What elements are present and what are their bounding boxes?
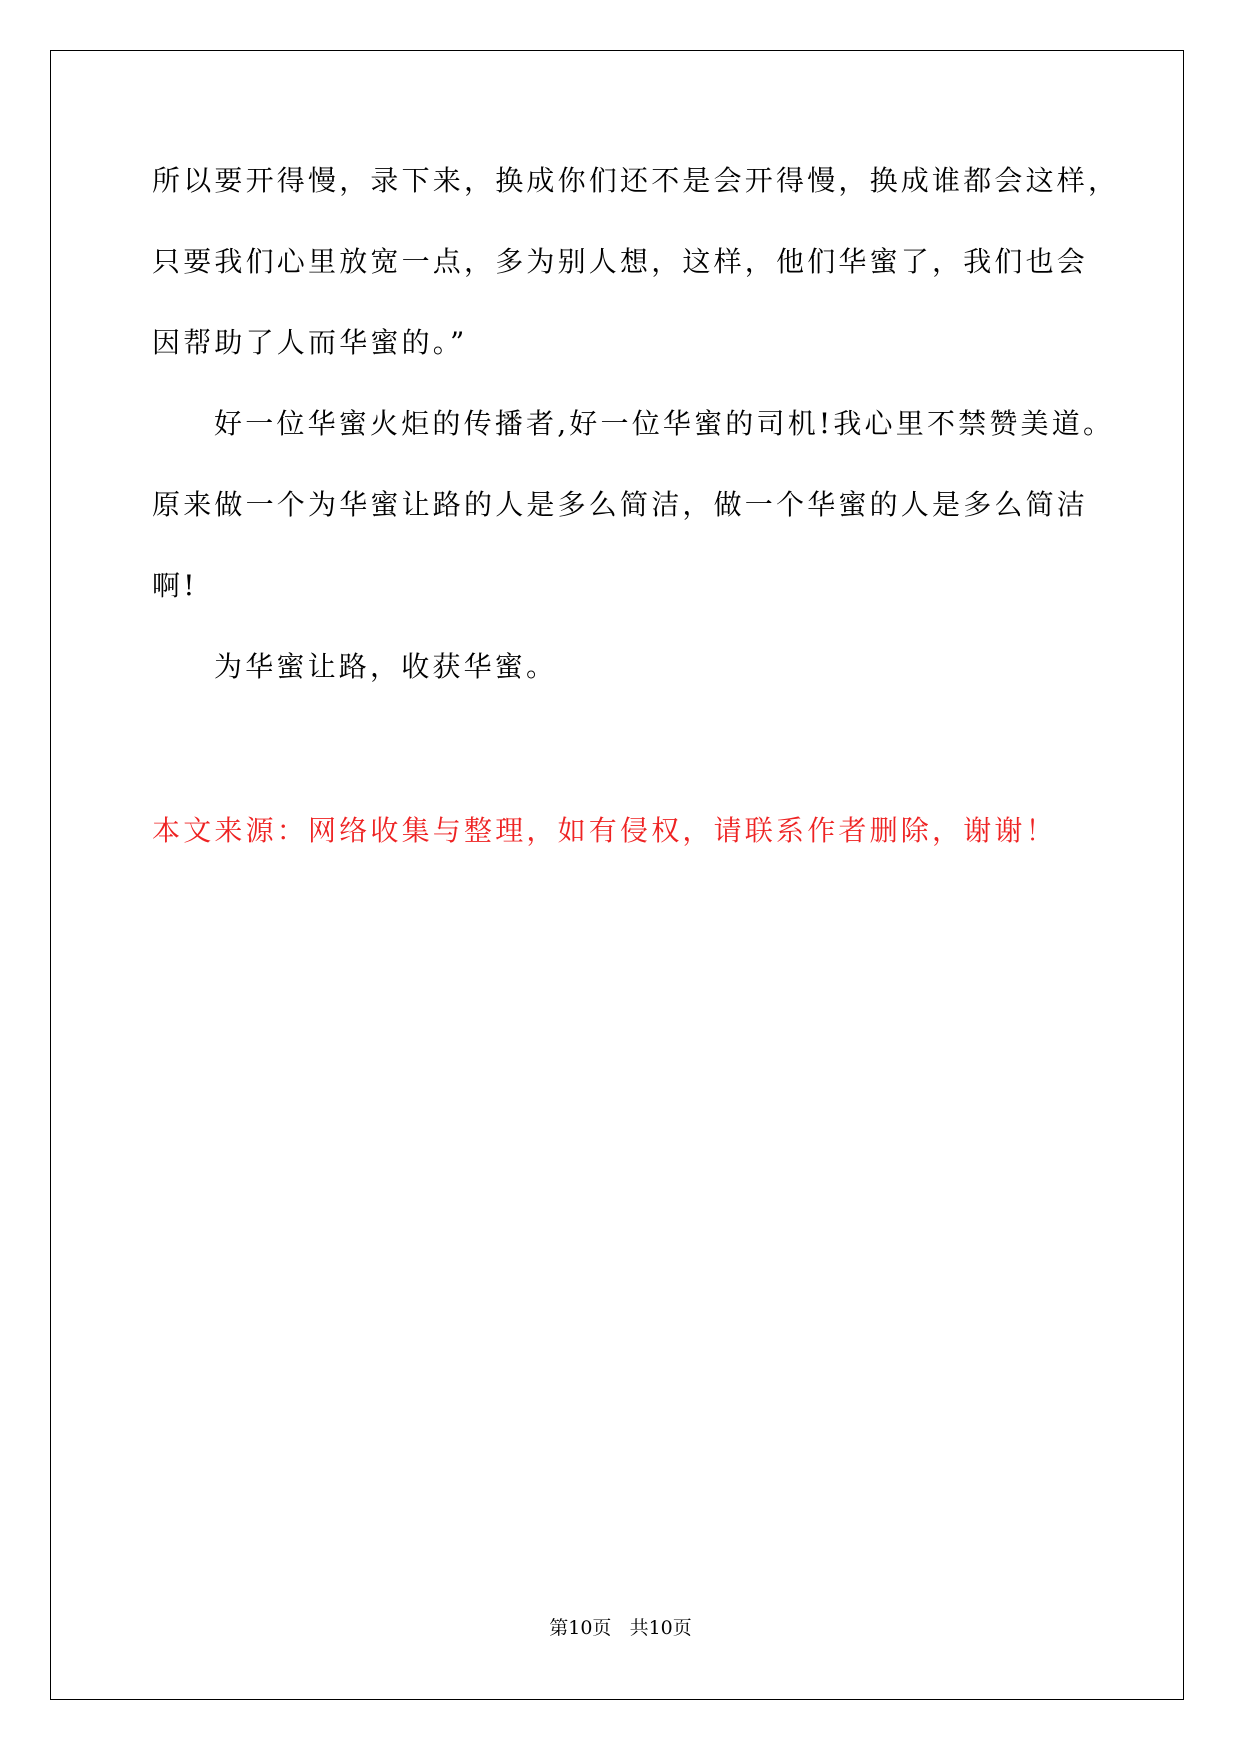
text-line: 因帮助了人而华蜜的。”	[152, 326, 468, 359]
closing-sentence: 为华蜜让路，收获华蜜。	[214, 650, 558, 683]
text-line: 只要我们心里放宽一点，多为别人想，这样，他们华蜜了，我们也会	[152, 245, 1089, 278]
page-number-total: 共10页	[629, 1617, 692, 1639]
document-body	[152, 160, 1120, 727]
page-footer	[0, 1616, 1241, 1640]
text-line: 原来做一个为华蜜让路的人是多么简洁，做一个华蜜的人是多么简洁	[152, 488, 1089, 521]
source-disclaimer: 本文来源：网络收集与整理，如有侵权，请联系作者删除，谢谢！	[152, 814, 1057, 847]
text-line: 所以要开得慢，录下来，换成你们还不是会开得慢，换成谁都会这样，	[152, 164, 1120, 197]
paragraph-first-line: 好一位华蜜火炬的传播者,好一位华蜜的司机!我心里不禁赞美道。	[214, 407, 1115, 440]
page-number-current: 第10页	[549, 1617, 612, 1639]
text-line: 啊!	[152, 569, 198, 602]
